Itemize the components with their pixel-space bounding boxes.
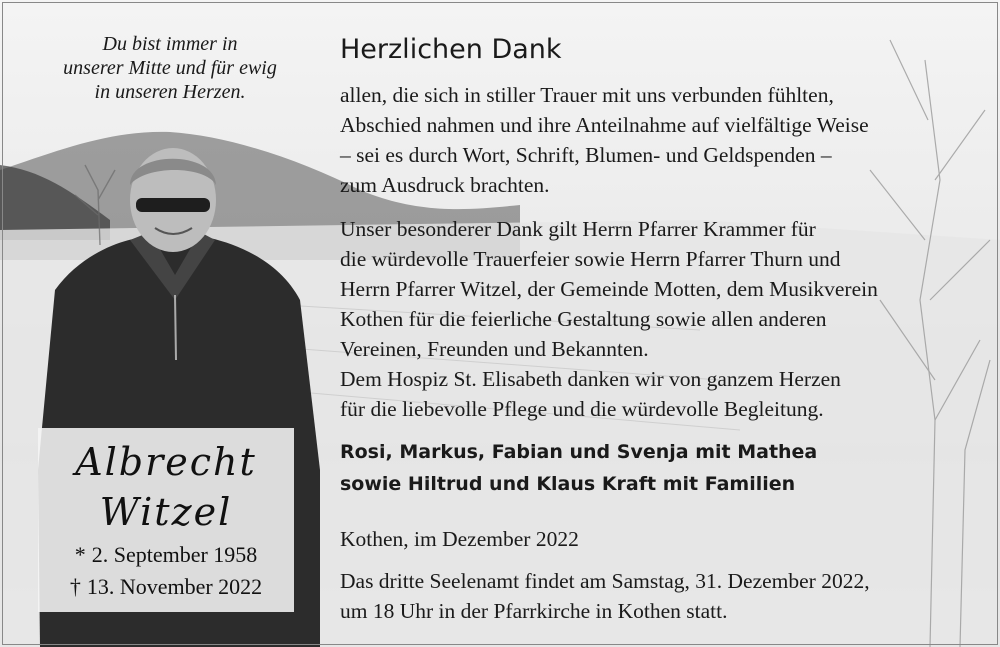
cross-icon: †	[69, 574, 81, 599]
family-signature	[340, 436, 980, 500]
family-line: Rosi, Markus, Fabian und Svenja mit Mathea	[340, 441, 818, 463]
notice-line: Das dritte Seelenamt findet am Samstag, 31. Dezember 2022,	[340, 569, 870, 593]
death-date-line	[38, 574, 294, 600]
service-notice	[340, 566, 980, 626]
text-line: – sei es durch Wort, Schrift, Blumen- und Geldspenden –	[340, 143, 832, 167]
text-line: allen, die sich in stiller Trauer mit uns verbunden fühlten,	[340, 83, 834, 107]
text-line: zum Ausdruck brachten.	[340, 173, 550, 197]
text-line: Kothen für die feierliche Gestaltung sowie allen anderen	[340, 307, 827, 331]
text-line: für die liebevolle Pflege und die würdevolle Begleitung.	[340, 397, 824, 421]
first-name: Albrecht	[75, 440, 257, 484]
text-line: Unser besonderer Dank gilt Herrn Pfarrer Krammer für	[340, 217, 816, 241]
notice-line: um 18 Uhr in der Pfarrkirche in Kothen statt.	[340, 599, 728, 623]
name-card	[38, 428, 294, 612]
text-line: Vereinen, Freunden und Bekannten.	[340, 337, 649, 361]
page-title: Herzlichen Dank	[340, 34, 562, 65]
motto	[20, 32, 320, 104]
paragraph-special-thanks	[340, 214, 980, 424]
place-date: Kothen, im Dezember 2022	[340, 527, 579, 551]
zipper	[175, 295, 176, 360]
birth-date: 2. September 1958	[91, 542, 258, 567]
text-line: Abschied nahmen und ihre Anteilnahme auf vielfältige Weise	[340, 113, 869, 137]
birth-date-line	[38, 542, 294, 568]
last-name: Witzel	[99, 490, 233, 534]
motto-line: unserer Mitte und für ewig	[63, 57, 277, 79]
paragraph-thanks	[340, 80, 980, 200]
motto-line: Du bist immer in	[102, 33, 238, 55]
text-line: Dem Hospiz St. Elisabeth danken wir von ganzem Herzen	[340, 367, 841, 391]
sunglasses	[136, 198, 210, 212]
thanks-text	[340, 28, 980, 626]
death-date: 13. November 2022	[86, 574, 263, 599]
birth-symbol: *	[74, 542, 86, 567]
text-line: die würdevolle Trauerfeier sowie Herrn Pfarrer Thurn und	[340, 247, 841, 271]
family-line: sowie Hiltrud und Klaus Kraft mit Familien	[340, 473, 796, 495]
motto-line: in unseren Herzen.	[94, 81, 246, 103]
text-line: Herrn Pfarrer Witzel, der Gemeinde Motten, dem Musikverein	[340, 277, 878, 301]
